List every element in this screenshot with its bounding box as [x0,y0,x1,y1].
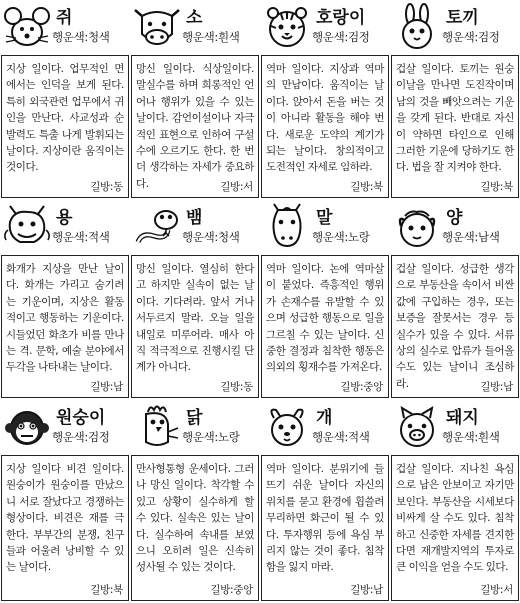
zodiac-name: 뱀 [186,208,203,228]
rooster-icon [132,402,182,452]
fortune-text: 역마 일이다. 지상과 역마의 만남이다. 움직이는 날이다. 앉아서 돈을 버는 것이 아니라 활동을 해야 번다. 새로운 도약의 계기가 되는 날이다. 창의적이고 도전적인 자세로 임하라. [266,63,384,174]
zodiac-header [390,0,520,54]
fortune-text: 지상 일이다 비견 일이다. 원숭이가 원숭이를 만났으니 서로 잘났다고 경쟁하는 형상이다. 비견은 재를 극한다. 부부간의 분쟁, 친구들과 어울려 낭비할 수 있는 날이다. [6,463,124,574]
fortune-text: 망신 일이다. 열심히 한다고 하지만 실속이 없는 날이다. 기다려라. 앞서 거나 서두르지 말라. 오늘 일을 내일로 미루어라. 매사 아직 적극적으로 진행시킬 단계가 아니다. [136,263,254,374]
lucky-direction: 길방:북 [477,179,513,194]
monkey-icon [2,402,52,452]
zodiac-header [0,400,130,454]
fortune-box [261,255,389,398]
zodiac-cell-11 [260,400,390,603]
lucky-color: 행운색:노랑 [312,230,370,244]
zodiac-name: 용 [56,208,73,228]
fortune-box [131,255,259,398]
lucky-direction: 길방:동 [217,379,253,394]
zodiac-name: 토끼 [446,8,479,28]
zodiac-name: 개 [316,408,333,428]
horse-icon [262,202,312,252]
lucky-direction: 길방:중앙 [207,582,253,597]
zodiac-cell-9 [0,400,130,603]
fortune-box [1,55,129,198]
lucky-color: 행운색:노랑 [182,430,240,444]
fortune-box [131,55,259,198]
zodiac-cell-10 [130,400,260,603]
zodiac-name: 돼지 [446,408,479,428]
zodiac-cell-4 [390,0,520,200]
fortune-box [391,455,519,601]
fortune-box [391,255,519,398]
tiger-icon [262,2,312,52]
fortune-text: 겁살 일이다. 지나친 욕심으로 남은 안보이고 자기만 보인다. 부동산을 시세보다 비싸게 살 수도 있다. 침착하고 신중한 자세를 견지한다면 재개발지역의 투자로 큰 이익을 얻을 수도 있다. [396,463,514,574]
fortune-text: 만사형통형 운세이다. 그러나 망신 일이다. 착각할 수 있고 상황이 실수하게 할 수 있다. 실속은 있는 날이다. 실수하여 속내를 보였으니 오히려 일은 신속히 성사될 수 있는 것이다. [136,463,254,574]
fortune-text: 지상 일이다. 업무적인 면에서는 인덕을 보게 된다. 특히 외국관련 업무에서 귀인을 만난다. 사교성과 순발력도 특출 나게 발휘되는 날이다. 지상이란 움직이는 것이다. [6,63,124,174]
zodiac-cell-3 [260,0,390,200]
fortune-box [391,55,519,198]
fortune-box [261,55,389,198]
cow-icon [132,2,182,52]
lucky-color: 행운색:적색 [52,230,110,244]
lucky-direction: 길방:북 [87,582,123,597]
fortune-text: 화개가 지상을 만난 날이다. 화개는 가리고 숨기려는 기운이며, 지상은 활동적이고 행동하는 기운이다. 시들었던 화초가 비를 만나는 격. 문학, 예술 분야에서 두각을 나타내는 날이다. [6,263,124,374]
zodiac-cell-6 [130,200,260,400]
fortune-box [1,255,129,398]
zodiac-cell-5 [0,200,130,400]
lucky-direction: 길방:중앙 [337,379,383,394]
rabbit-icon [392,2,442,52]
lucky-color: 행운색:흰색 [442,430,500,444]
fortune-text: 망신 일이다. 식상일이다. 말실수를 하며 희롱적인 언어나 행위가 있을 수 있는 날이다. 감언이설이나 자극적인 표현으로 인하여 구설수에 오르기도 한다. 한 번 더 생각하는 자세가 중요하다. [136,63,254,190]
dragon-icon [2,202,52,252]
zodiac-header [390,200,520,254]
lucky-color: 행운색:청색 [182,230,240,244]
zodiac-header [0,0,130,54]
lucky-color: 행운색:검정 [52,430,110,444]
lucky-color: 행운색:남색 [442,230,500,244]
lucky-color: 행운색:청색 [52,30,110,44]
zodiac-cell-1 [0,0,130,200]
fortune-text: 겁살 일이다. 토끼는 원숭이날을 만나면 도진작이며 남의 것을 빼앗으려는 기운을 갖게 된다. 반대로 자신이 약하면 타인으로 인해 그러한 기운에 당하기도 한다. 법을 잘 지켜야 한다. [396,63,514,174]
fortune-text: 역마 일이다. 논에 역마살이 붙었다. 즉흥적인 행위가 손재수를 유발할 수 있으며 성급한 행동으로 일을 그르칠 수 있는 날이다. 신중한 결정과 침착한 행동은 의외의 횡재수를 가져온다. [266,263,384,374]
zodiac-header [0,200,130,254]
pig-icon [392,402,442,452]
zodiac-header [130,200,260,254]
fortune-box [131,455,259,601]
snake-icon [132,202,182,252]
sheep-icon [392,202,442,252]
zodiac-header [130,400,260,454]
fortune-text: 역마 일이다. 분위기에 들뜨기 쉬운 날이다 자신의 위치를 묻고 환경에 휩쓸려 무리하면 화근이 될 수 있다. 투자행위 등에 욕심 부리지 않는 것이 좋다. 침착함을 잃지 마라. [266,463,384,574]
lucky-direction: 길방:남 [477,379,513,394]
lucky-direction: 길방:동 [87,179,123,194]
zodiac-header [260,0,390,54]
zodiac-name: 소 [186,8,203,28]
lucky-direction: 길방:서 [217,179,253,194]
zodiac-name: 쥐 [56,8,73,28]
lucky-color: 행운색:흰색 [182,30,240,44]
zodiac-header [260,200,390,254]
zodiac-cell-8 [390,200,520,400]
zodiac-cell-2 [130,0,260,200]
lucky-color: 행운색:검정 [312,30,370,44]
zodiac-name: 원숭이 [56,408,106,428]
lucky-direction: 길방:북 [347,179,383,194]
zodiac-header [130,0,260,54]
fortune-box [261,455,389,601]
lucky-color: 행운색:적색 [312,430,370,444]
zodiac-name: 말 [316,208,333,228]
dog-icon [262,402,312,452]
rat-icon [2,2,52,52]
zodiac-cell-7 [260,200,390,400]
fortune-text: 겁살 일이다. 성급한 생각으로 부동산을 속이서 비싼 값에 구입하는 경우, 또는 보증을 잘못서는 경우 등 실수가 있을 수 있다. 서류상의 실수로 압류가 들어올 수도 있는 날이니 조심하라. [396,263,514,390]
zodiac-header [390,400,520,454]
lucky-direction: 길방:남 [87,379,123,394]
zodiac-name: 양 [446,208,463,228]
lucky-color: 행운색:검정 [442,30,500,44]
lucky-direction: 길방:서 [477,582,513,597]
zodiac-name: 닭 [186,408,203,428]
lucky-direction: 길방:남 [347,582,383,597]
fortune-box [1,455,129,601]
zodiac-header [260,400,390,454]
zodiac-name: 호랑이 [316,8,366,28]
zodiac-cell-12 [390,400,520,603]
